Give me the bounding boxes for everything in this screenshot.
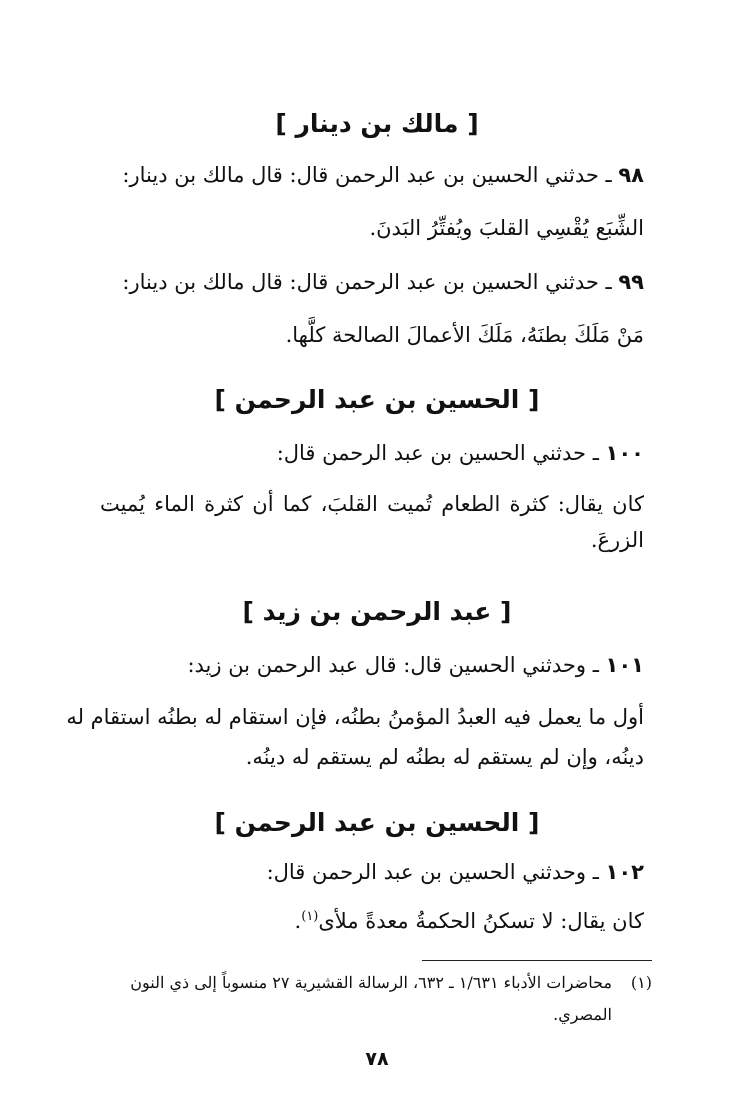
entry-101-intro (100, 645, 644, 685)
entry-number: ٩٩ (618, 270, 644, 294)
entry-intro-text: ـ حدثني الحسين بن عبد الرحمن قال: قال مالك بن دينار: (122, 270, 619, 294)
entry-99-intro (100, 262, 644, 302)
footnote-line2: المصري. (553, 1005, 612, 1024)
section-heading-abd-al-rahman: [ عبد الرحمن بن زيد ] (242, 597, 512, 626)
footnote-divider (422, 960, 652, 961)
entry-100-text-line1: كان يقال: كثرة الطعام تُميت القلبَ، كما أن كثرة الماء يُميت (100, 492, 644, 516)
entry-100-intro (100, 433, 644, 473)
footnote-text: محاضرات الأدباء ١/٦٣١ ـ ٦٣٢، الرسالة القشيرية ٢٧ منسوباً إلى ذي النون (130, 973, 612, 992)
section-heading-husayn: [ الحسين بن عبد الرحمن ] (214, 385, 540, 414)
entry-number: ١٠٢ (605, 860, 644, 884)
page-number: ٧٨ (365, 1048, 389, 1070)
entry-98-intro (100, 155, 644, 195)
entry-intro-text: ـ حدثني الحسين بن عبد الرحمن قال: (276, 441, 606, 465)
entry-102-intro (100, 852, 644, 892)
section-heading-husayn-2: [ الحسين بن عبد الرحمن ] (214, 808, 540, 837)
entry-98-text: الشِّبَع يُقْسِي القلبَ ويُفتِّرُ البَدنَ. (369, 216, 644, 240)
entry-102-body: كان يقال: لا تسكنُ الحكمةُ معدةً ملأى (318, 909, 644, 933)
entry-102-text (100, 897, 644, 941)
footnote-line1 (96, 968, 652, 998)
entry-101-text-line2: دينُه، وإن لم يستقم له بطنُه لم يستقم له دينُه. (245, 745, 644, 769)
entry-number: ١٠٠ (605, 441, 644, 465)
section-heading-malik: [ مالك بن دينار ] (275, 109, 479, 138)
footnote-marker: (١) (630, 973, 652, 992)
entry-101-text-line1: أول ما يعمل فيه العبدُ المؤمنُ بطنُه، فإن استقام له بطنُه استقام له (66, 705, 644, 729)
entry-99-text: مَنْ مَلَكَ بطنَهُ، مَلَكَ الأعمالَ الصالحة كلَّها. (285, 323, 644, 347)
terminal-period: . (294, 909, 302, 933)
entry-intro-text: ـ وحدثني الحسين قال: قال عبد الرحمن بن زيد: (187, 653, 606, 677)
entry-number: ٩٨ (618, 163, 644, 187)
entry-100-text-line2: الزرعَ. (590, 528, 644, 552)
entry-number: ١٠١ (605, 653, 644, 677)
entry-intro-text: ـ حدثني الحسين بن عبد الرحمن قال: قال مالك بن دينار: (122, 163, 619, 187)
entry-intro-text: ـ وحدثني الحسين بن عبد الرحمن قال: (266, 860, 606, 884)
footnote-reference: (١) (301, 909, 319, 924)
